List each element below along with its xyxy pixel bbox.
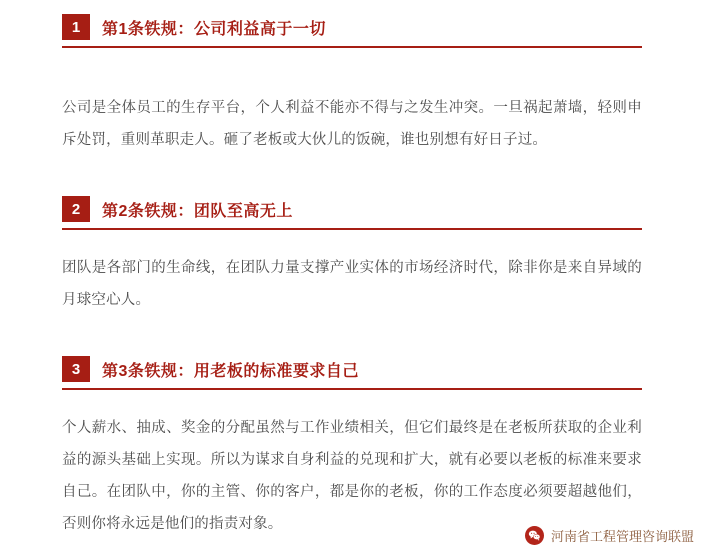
section-divider-2 — [62, 228, 642, 230]
section-body-1: 公司是全体员工的生存平台，个人利益不能亦不得与之发生冲突。一旦祸起萧墙，轻则申斥处罚，重则革职走人。砸了老板或大伙儿的饭碗，谁也别想有好日子过。 — [62, 100, 642, 148]
section-divider-1 — [62, 46, 642, 48]
section-divider-3 — [62, 388, 642, 390]
section-body-2: 团队是各部门的生命线，在团队力量支撑产业实体的市场经济时代，除非你是来自异域的月球空心人。 — [62, 260, 642, 308]
section-body-3: 个人薪水、抽成、奖金的分配虽然与工作业绩相关，但它们最终是在老板所获取的企业利益的源头基础上实现。所以为谋求自身利益的兑现和扩大，就有必要以老板的标准来要求自己。在团队中，你的主管、你的客户，都是你的老板，你的工作态度必须要超越他们，否则你将永远是他们的指责对象。 — [62, 420, 642, 532]
document-page — [0, 14, 704, 551]
footer-account-name: 河南省工程管理咨询联盟 — [550, 529, 694, 544]
footer-account-bar[interactable] — [525, 526, 694, 545]
section-heading-3 — [62, 356, 642, 382]
section-heading-2 — [62, 196, 642, 222]
wechat-icon — [525, 526, 544, 545]
section-number-badge-1: 1 — [62, 14, 90, 40]
section-title-3: 第3条铁规：用老板的标准要求自己 — [102, 362, 359, 380]
section-heading-1 — [62, 14, 642, 40]
section-number-badge-3: 3 — [62, 356, 90, 382]
section-number-badge-2: 2 — [62, 196, 90, 222]
section-title-2: 第2条铁规：团队至高无上 — [102, 202, 293, 220]
section-title-1: 第1条铁规：公司利益高于一切 — [102, 20, 326, 38]
